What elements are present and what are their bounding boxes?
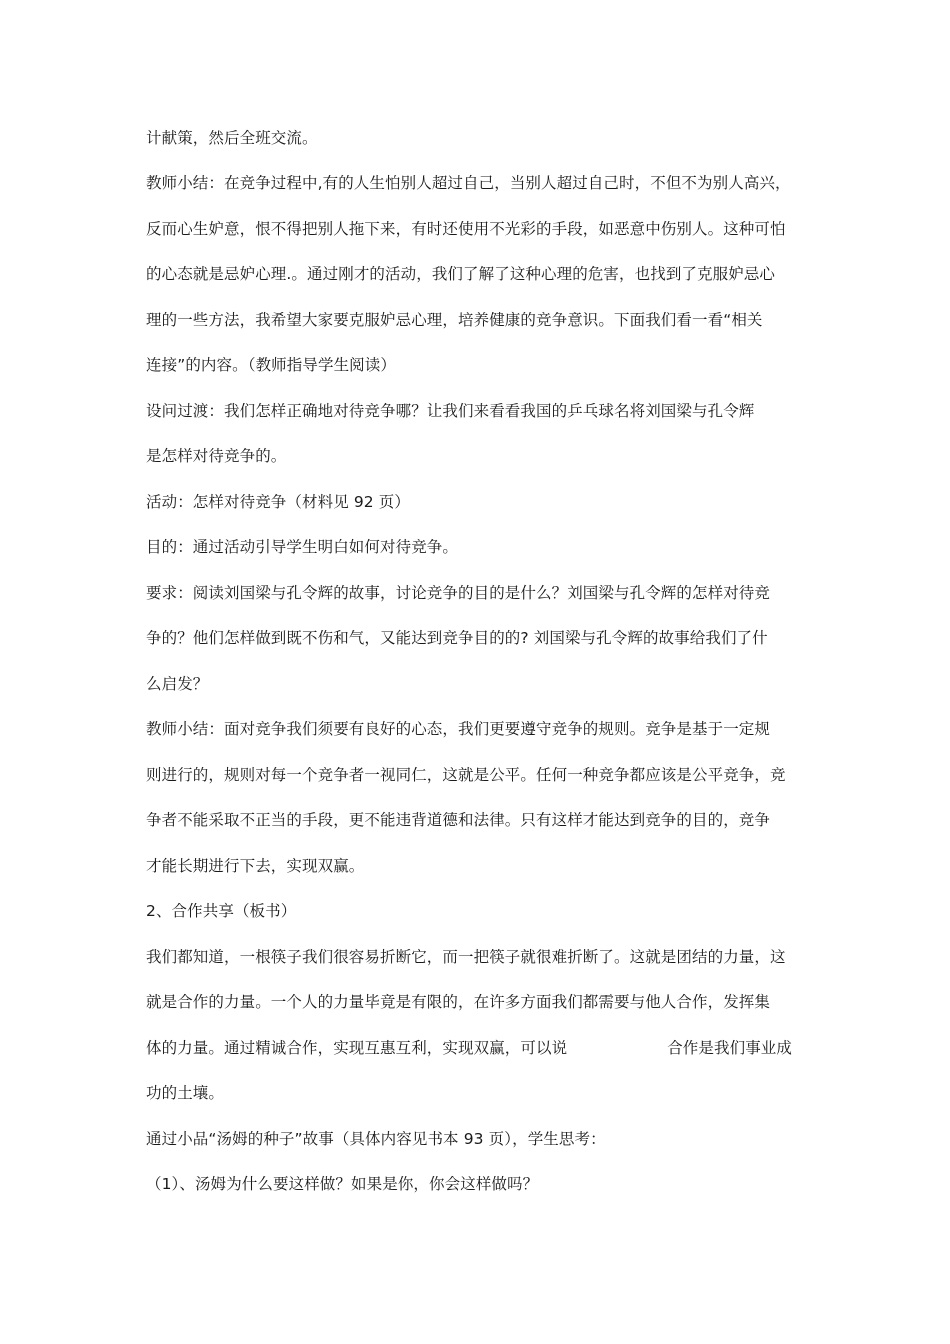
paragraph-line: 活动：怎样对待竞争（材料见 92 页） xyxy=(146,493,410,511)
paragraph-line: 就是合作的力量。一个人的力量毕竟是有限的，在许多方面我们都需要与他人合作，发挥集 xyxy=(146,993,771,1011)
paragraph-line: 目的：通过活动引导学生明白如何对待竞争。 xyxy=(146,538,459,556)
paragraph-line: 教师小结：面对竞争我们须要有良好的心态，我们更要遵守竞争的规则。竞争是基于一定规 xyxy=(146,720,771,738)
paragraph-line: 则进行的，规则对每一个竞争者一视同仁，这就是公平。任何一种竞争都应该是公平竞争，竞 xyxy=(146,766,786,784)
paragraph-line: 功的土壤。 xyxy=(146,1084,225,1102)
paragraph-line: 的心态就是忌妒心理.。通过刚才的活动，我们了解了这种心理的危害，也找到了克服妒忌心 xyxy=(146,265,776,283)
paragraph-line: 教师小结：在竞争过程中,有的人生怕别人超过自己，当别人超过自己时，不但不为别人高兴， xyxy=(146,174,791,192)
paragraph-line: 设问过渡：我们怎样正确地对待竞争哪？让我们来看看我国的乒乓球名将刘国梁与孔令辉 xyxy=(146,402,755,420)
paragraph-line: 争的？他们怎样做到既不伤和气，又能达到竞争目的的? 刘国梁与孔令辉的故事给我们了什 xyxy=(146,629,768,647)
paragraph-line: 通过小品“汤姆的种子”故事（具体内容见书本 93 页），学生思考： xyxy=(146,1130,606,1148)
paragraph-line: 理的一些方法，我希望大家要克服妒忌心理，培养健康的竞争意识。下面我们看一看“相关 xyxy=(146,311,763,329)
paragraph-line: 我们都知道，一根筷子我们很容易折断它，而一把筷子就很难折断了。这就是团结的力量，这 xyxy=(146,948,786,966)
section-heading: 2、合作共享（板书） xyxy=(146,902,297,920)
paragraph-line: 反而心生妒意，恨不得把别人拖下来，有时还使用不光彩的手段，如恶意中伤别人。这种可怕 xyxy=(146,220,786,238)
paragraph-line: 连接”的内容。（教师指导学生阅读） xyxy=(146,356,396,374)
paragraph-line-split xyxy=(146,1038,792,1058)
paragraph-line: 么启发？ xyxy=(146,675,209,693)
paragraph-line-right: 合作是我们事业成 xyxy=(667,1039,793,1057)
paragraph-line: 要求：阅读刘国梁与孔令辉的故事，讨论竞争的目的是什么？刘国梁与孔令辉的怎样对待竞 xyxy=(146,584,771,602)
question-line: （1）、汤姆为什么要这样做？如果是你，你会这样做吗？ xyxy=(146,1175,539,1193)
paragraph-line: 才能长期进行下去，实现双赢。 xyxy=(146,857,365,875)
paragraph-line: 计献策，然后全班交流。 xyxy=(146,129,318,147)
paragraph-line: 是怎样对待竞争的。 xyxy=(146,447,287,465)
paragraph-line-left: 体的力量。通过精诚合作，实现互惠互利，实现双赢，可以说 xyxy=(146,1039,568,1057)
paragraph-line: 争者不能采取不正当的手段，更不能违背道德和法律。只有这样才能达到竞争的目的，竞争 xyxy=(146,811,771,829)
